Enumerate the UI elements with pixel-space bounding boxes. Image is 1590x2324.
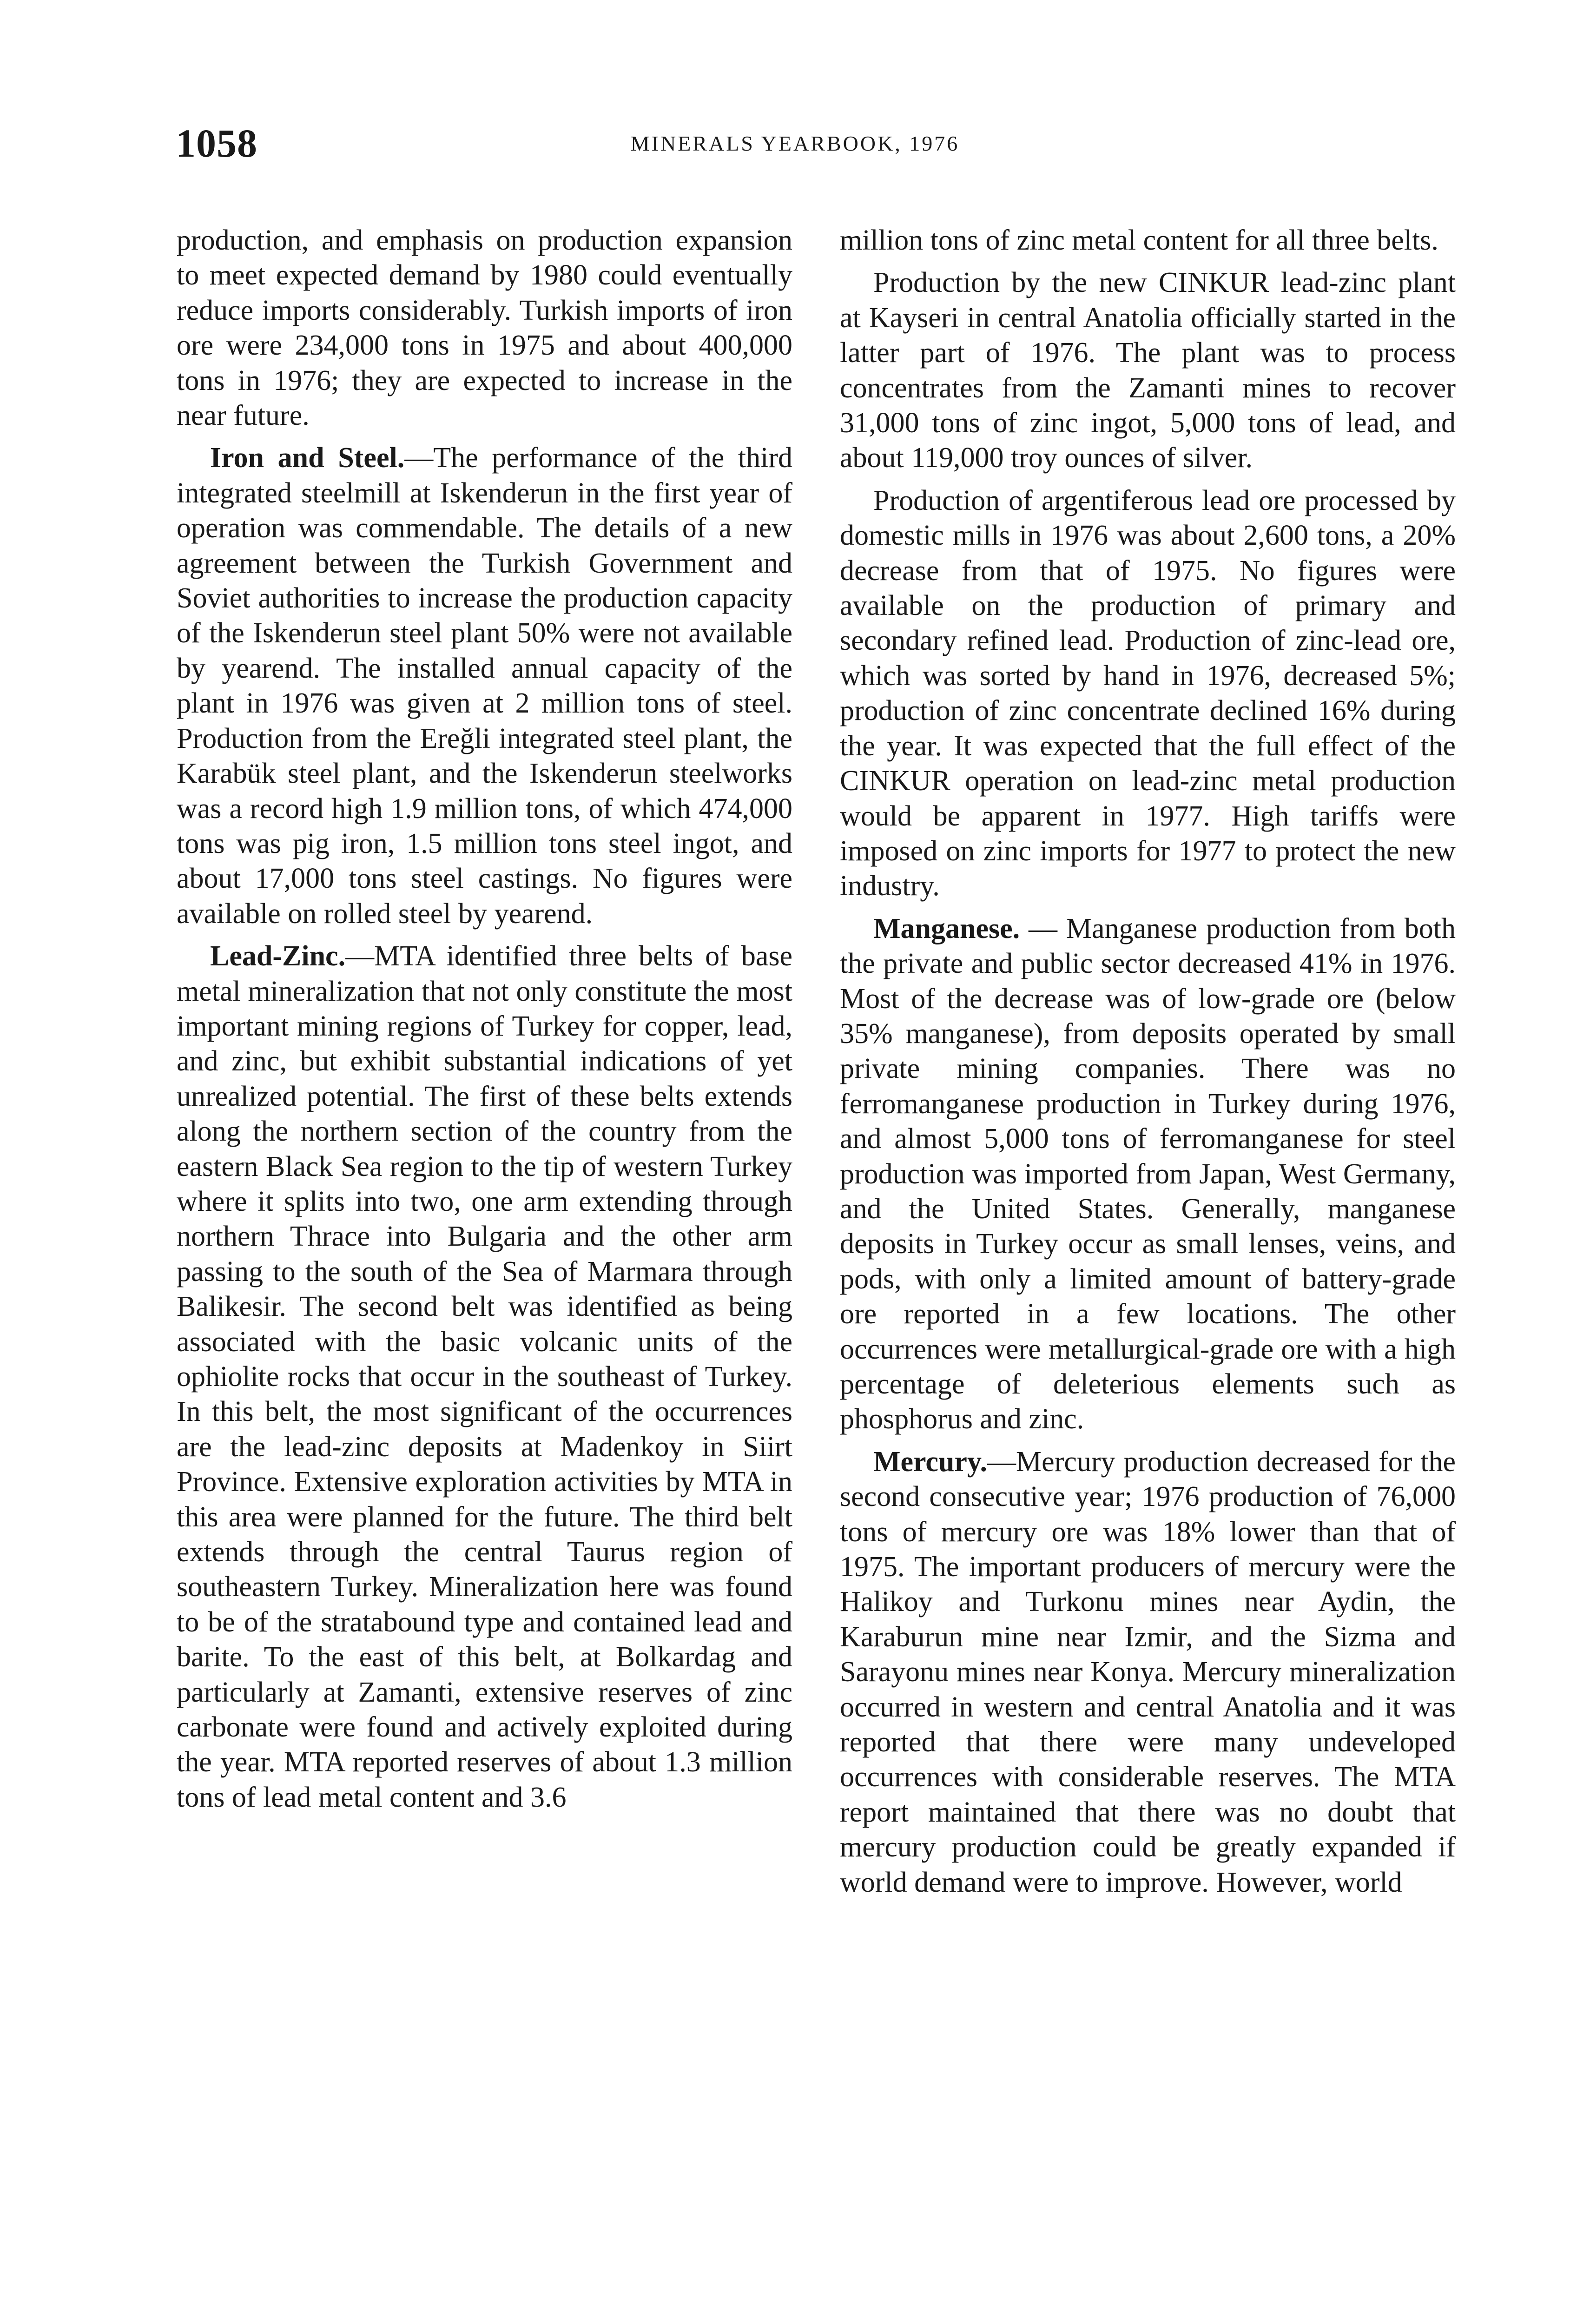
section-heading-lead-zinc: Lead-Zinc.	[210, 940, 346, 972]
paragraph-iron-and-steel	[177, 441, 792, 931]
page-number: 1058	[176, 121, 257, 165]
paragraph-cinkur-plant: Production by the new CINKUR lead-zinc plant at Kayseri in central Anatolia officially started in the latter part of 1976. The plant was to process concentrates from the Zamanti mines to recover 31,000 tons of zinc ingot, 5,000 tons of lead, and about 119,000 troy ounces of silver.	[840, 267, 1456, 474]
paragraph-iron-ore-imports: production, and emphasis on production expansion to meet expected demand by 1980 could eventually reduce imports considerably. Turkish imports of iron ore were 234,000 tons in 1975 and about 400,000 tons in 1976; they are expected to increase in the near future.	[177, 224, 792, 432]
section-heading-manganese: Manganese.	[873, 912, 1020, 944]
paragraph-manganese	[840, 911, 1456, 1437]
section-heading-iron-and-steel: Iron and Steel.	[210, 442, 405, 474]
section-heading-mercury: Mercury.	[873, 1446, 988, 1478]
running-title: MINERALS YEARBOOK, 1976	[630, 132, 960, 155]
section-text-mercury: —Mercury production decreased for the second consecutive year; 1976 production of 76,000 tons of mercury ore was 18% lower than that of 1975. The important producers of mercury were the Halikoy and Turkonu mines near Aydin, the Karaburun mine near Izmir, and the Sizma and Sarayonu mines near Konya. Mercury mineralization occurred in western and central Anatolia and it was reported that there were many undeveloped occurrences with considerable reserves. The MTA report maintained that there was no doubt that mercury production could be greatly expanded if world demand were to improve. However, world	[840, 1446, 1456, 1898]
section-text-manganese: — Manganese production from both the private and public sector decreased 41% in 1976. Most of the decrease was of low-grade ore (below 35% manganese), from deposits operated by small private mining companies. There was no ferromanganese production in Turkey during 1976, and almost 5,000 tons of ferromanganese for steel production was imported from Japan, West Germany, and the United States. Generally, manganese deposits in Turkey occur as small lenses, veins, and pods, with only a limited amount of battery-grade ore reported in a few locations. The other occurrences were metallurgical-grade ore with a high percentage of deleterious elements such as phosphorus and zinc.	[840, 912, 1456, 1435]
right-column	[840, 223, 1456, 1908]
paragraph-lead-zinc-continued: million tons of zinc metal content for all three belts.	[840, 224, 1438, 256]
section-text-iron-and-steel: —The performance of the third integrated steelmill at Iskenderun in the first year of operation was commendable. The details of a new agreement between the Turkish Government and Soviet authorities to increase the production capacity of the Iskenderun steel plant 50% were not available by yearend. The installed annual capacity of the plant in 1976 was given at 2 million tons of steel. Production from the Ereğli integrated steel plant, the Karabük steel plant, and the Iskenderun steelworks was a record high 1.9 million tons, of which 474,000 tons was pig iron, 1.5 million tons steel ingot, and about 17,000 tons steel castings. No figures were available on rolled steel by yearend.	[177, 442, 792, 930]
paragraph-lead-zinc	[177, 939, 792, 1815]
left-column	[177, 223, 792, 1822]
paragraph-argentiferous-lead: Production of argentiferous lead ore processed by domestic mills in 1976 was about 2,600 tons, a 20% decrease from that of 1975. No figures were available on the production of primary and secondary refined lead. Production of zinc-lead ore, which was sorted by hand in 1976, decreased 5%; production of zinc concentrate declined 16% during the year. It was expected that the full effect of the CINKUR operation on lead-zinc metal production would be apparent in 1977. High tariffs were imposed on zinc imports for 1977 to protect the new industry.	[840, 484, 1456, 902]
section-text-lead-zinc: —MTA identified three belts of base metal mineralization that not only constitute the most important mining regions of Turkey for copper, lead, and zinc, but exhibit substantial indications of yet unrealized potential. The first of these belts extends along the northern section of the country from the eastern Black Sea region to the tip of western Turkey where it splits into two, one arm extending through northern Thrace into Bulgaria and the other arm passing to the south of the Sea of Marmara through Balikesir. The second belt was identified as being associated with the basic volcanic units of the ophiolite rocks that occur in the southeast of Turkey. In this belt, the most significant of the occurrences are the lead-zinc deposits at Madenkoy in Siirt Province. Extensive exploration activities by MTA in this area were planned for the future. The third belt extends through the central Taurus region of southeastern Turkey. Mineralization here was found to be of the stratabound type and contained lead and barite. To the east of this belt, at Bolkardag and particularly at Zamanti, extensive reserves of zinc carbonate were found and actively exploited during the year. MTA reported reserves of about 1.3 million tons of lead metal content and 3.6	[177, 940, 792, 1813]
paragraph-mercury	[840, 1445, 1456, 1900]
